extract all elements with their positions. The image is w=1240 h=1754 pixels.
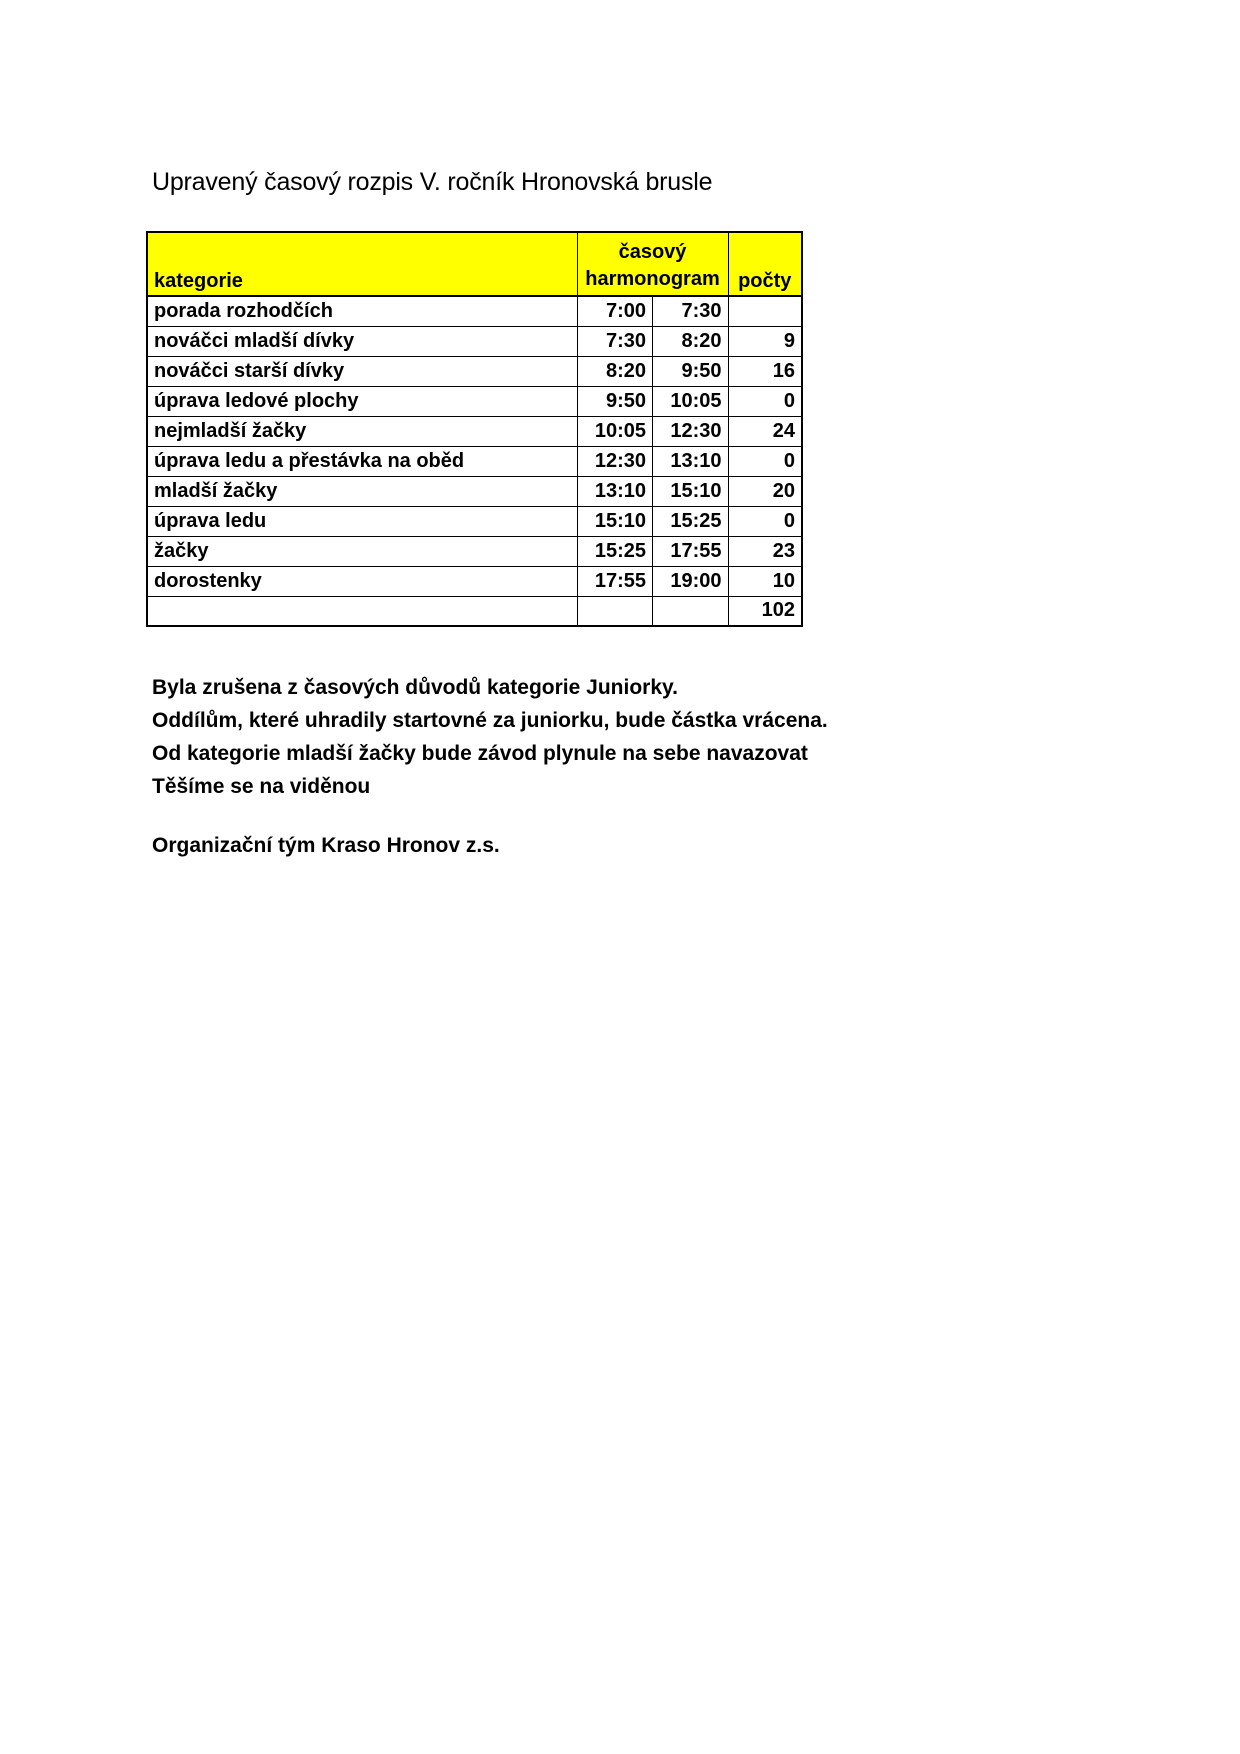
table-body [147, 296, 802, 626]
row-category: žačky [147, 536, 577, 566]
row-end-time: 7:30 [653, 296, 729, 326]
signature: Organizační tým Kraso Hronov z.s. [152, 834, 500, 857]
note-line: Těšíme se na viděnou [152, 775, 371, 798]
header-time-line2: harmonogram [585, 268, 720, 290]
row-category: úprava ledu [147, 506, 577, 536]
row-end-time: 8:20 [653, 326, 729, 356]
row-start-time: 7:30 [577, 326, 653, 356]
row-count: 24 [728, 416, 802, 446]
row-count [728, 296, 802, 326]
row-category: nováčci starší dívky [147, 356, 577, 386]
table-row [147, 536, 802, 566]
row-start-time: 13:10 [577, 476, 653, 506]
row-end-time: 12:30 [653, 416, 729, 446]
table-row [147, 566, 802, 596]
schedule-table [146, 231, 803, 627]
row-count: 0 [728, 506, 802, 536]
row-start-time: 12:30 [577, 446, 653, 476]
row-count: 0 [728, 446, 802, 476]
table-row [147, 506, 802, 536]
row-end-time: 15:25 [653, 506, 729, 536]
table-row [147, 446, 802, 476]
header-row [147, 232, 802, 296]
header-time [577, 232, 728, 296]
row-category: dorostenky [147, 566, 577, 596]
notes-block [152, 671, 828, 803]
row-end-time: 9:50 [653, 356, 729, 386]
row-end-time: 15:10 [653, 476, 729, 506]
row-count: 0 [728, 386, 802, 416]
note-line: Byla zrušena z časových důvodů kategorie Juniorky. [152, 676, 678, 699]
note-line: Od kategorie mladší žačky bude závod plynule na sebe navazovat [152, 742, 808, 765]
row-start-time: 17:55 [577, 566, 653, 596]
total-category [147, 596, 577, 626]
row-end-time: 10:05 [653, 386, 729, 416]
row-end-time: 13:10 [653, 446, 729, 476]
header-time-line1: časový [618, 241, 687, 263]
total-count: 102 [728, 596, 802, 626]
row-count: 23 [728, 536, 802, 566]
row-category: mladší žačky [147, 476, 577, 506]
note-line: Oddílům, které uhradily startovné za juniorku, bude částka vrácena. [152, 709, 828, 732]
row-category: úprava ledu a přestávka na oběd [147, 446, 577, 476]
row-category: porada rozhodčích [147, 296, 577, 326]
total-start-time [577, 596, 653, 626]
row-start-time: 9:50 [577, 386, 653, 416]
header-category: kategorie [147, 232, 577, 296]
row-end-time: 19:00 [653, 566, 729, 596]
total-row [147, 596, 802, 626]
page-title: Upravený časový rozpis V. ročník Hronovská brusle [152, 168, 713, 196]
row-start-time: 15:10 [577, 506, 653, 536]
row-count: 16 [728, 356, 802, 386]
table-row [147, 326, 802, 356]
table-row [147, 296, 802, 326]
table-row [147, 386, 802, 416]
table-row [147, 416, 802, 446]
row-count: 9 [728, 326, 802, 356]
total-end-time [653, 596, 729, 626]
row-count: 10 [728, 566, 802, 596]
table-row [147, 476, 802, 506]
row-category: nováčci mladší dívky [147, 326, 577, 356]
row-count: 20 [728, 476, 802, 506]
row-category: nejmladší žačky [147, 416, 577, 446]
row-end-time: 17:55 [653, 536, 729, 566]
header-count: počty [728, 232, 802, 296]
row-start-time: 15:25 [577, 536, 653, 566]
table-header [147, 232, 802, 296]
table-row [147, 356, 802, 386]
row-category: úprava ledové plochy [147, 386, 577, 416]
row-start-time: 10:05 [577, 416, 653, 446]
row-start-time: 8:20 [577, 356, 653, 386]
row-start-time: 7:00 [577, 296, 653, 326]
